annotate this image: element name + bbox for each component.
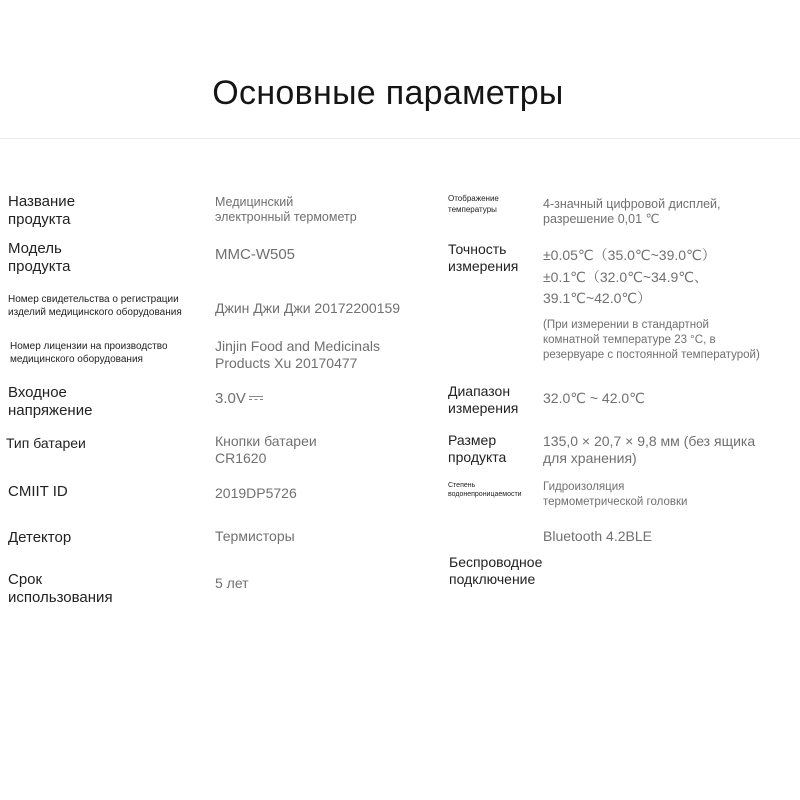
- label-product-name: Название продукта: [8, 193, 76, 229]
- value-product-size: 135,0 × 20,7 × 9,8 мм (без ящика для хранения): [543, 433, 756, 467]
- label-registration-number: Номер свидетельства о регистрации изделий медицинского оборудования: [8, 294, 182, 318]
- value-registration-number: Джин Джи Джи 20172200159: [215, 300, 401, 316]
- value-input-voltage: 3.0V: [215, 390, 263, 408]
- label-production-license: Номер лицензии на производство медицинского оборудования: [10, 341, 168, 365]
- dc-current-icon: [249, 395, 263, 403]
- label-input-voltage: Входное напряжение: [8, 384, 93, 420]
- value-wireless-connection: Bluetooth 4.2BLE: [543, 528, 652, 544]
- value-temperature-display: 4-значный цифровой дисплей, разрешение 0,01 ℃: [543, 197, 721, 227]
- label-battery-type: Тип батареи: [6, 435, 86, 451]
- label-waterproof-grade: Степень водонепроницаемости: [448, 482, 522, 499]
- value-measurement-accuracy: ±0.05℃（35.0℃~39.0℃） ±0.1℃（32.0℃~34.9℃、 39.1℃~42.0℃）: [543, 247, 716, 307]
- label-service-life: Срок использования: [8, 571, 113, 607]
- value-product-name: Медицинский электронный термометр: [215, 195, 357, 225]
- label-product-model: Модель продукта: [8, 240, 71, 276]
- page-title: Основные параметры: [212, 74, 564, 112]
- label-wireless-connection: Беспроводное подключение: [449, 554, 543, 588]
- label-measurement-range: Диапазон измерения: [448, 383, 519, 417]
- accuracy-note: (При измерении в стандартной комнатной температуре 23 °C, в резервуаре с постоянной температурой): [543, 319, 760, 361]
- value-battery-type: Кнопки батареи CR1620: [215, 433, 317, 467]
- value-measurement-range: 32.0℃ ~ 42.0℃: [543, 390, 645, 406]
- value-cmiit-id: 2019DP5726: [215, 485, 297, 501]
- label-cmiit-id: CMIIT ID: [8, 483, 68, 500]
- title-divider: [0, 138, 800, 139]
- label-product-size: Размер продукта: [448, 432, 507, 466]
- label-measurement-accuracy: Точность измерения: [448, 241, 519, 275]
- value-waterproof-grade: Гидроизоляция термометрической головки: [543, 481, 688, 508]
- label-detector: Детектор: [8, 529, 72, 546]
- value-detector: Термисторы: [215, 528, 295, 544]
- value-service-life: 5 лет: [215, 575, 249, 591]
- value-product-model: MMC-W505: [215, 246, 296, 263]
- label-temperature-display: Отображение температуры: [448, 194, 499, 214]
- value-production-license: Jinjin Food and Medicinals Products Xu 20170477: [215, 338, 380, 372]
